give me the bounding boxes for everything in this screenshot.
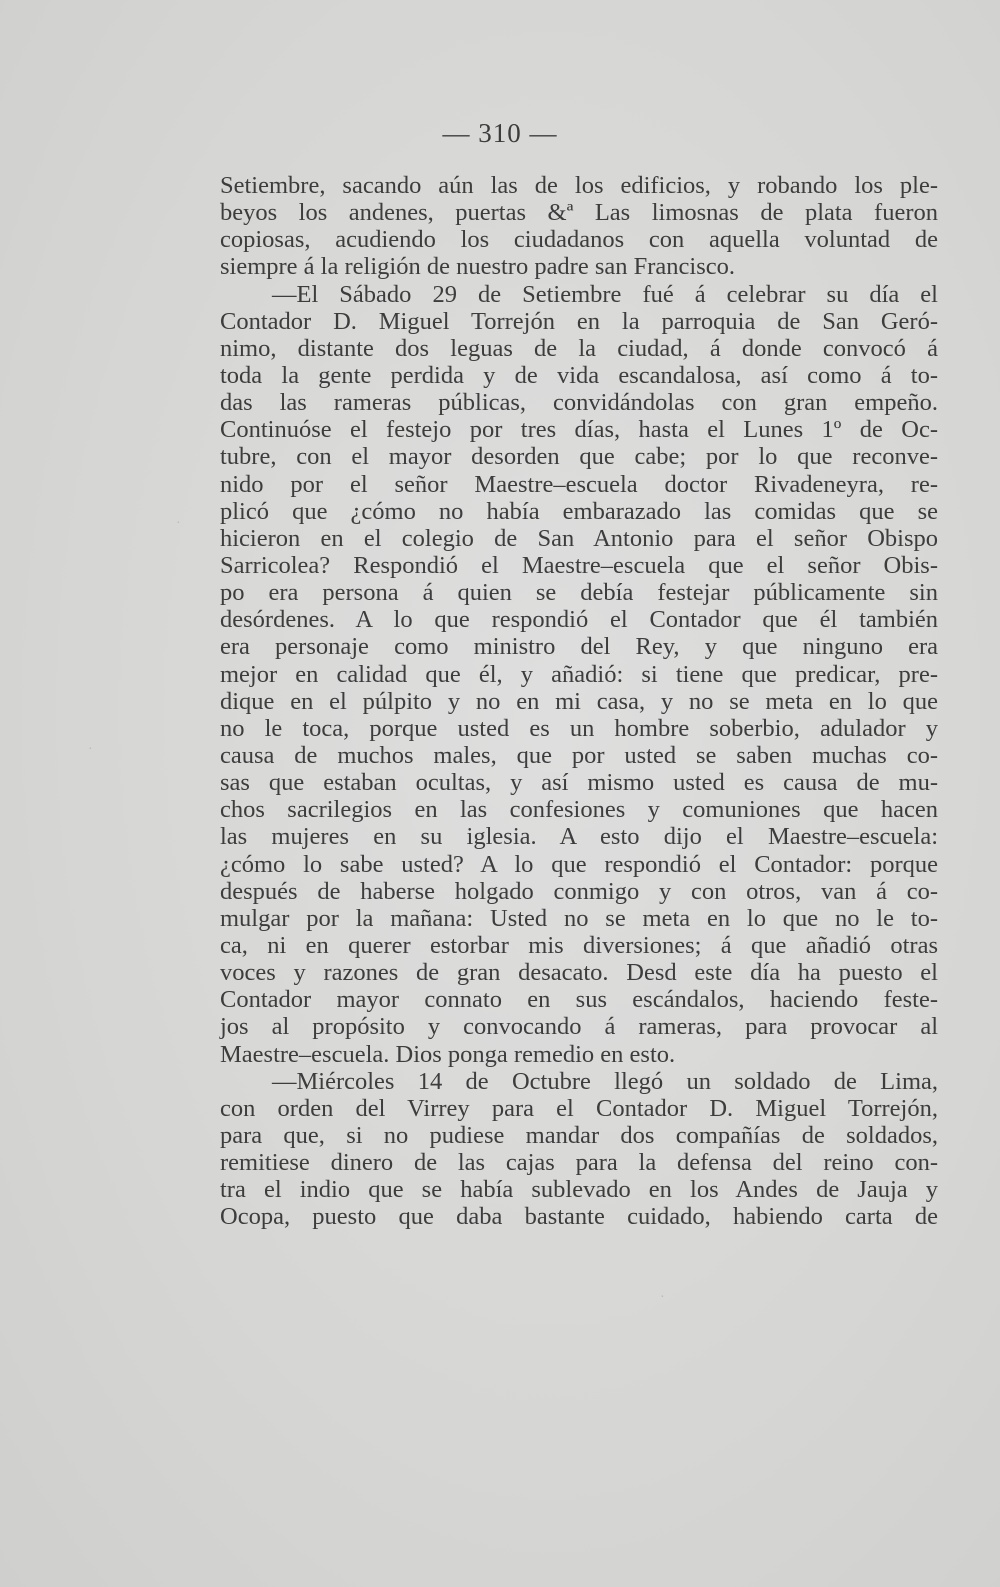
text-line: jos al propósito y convocando á rameras, para provocar al bbox=[220, 1013, 938, 1041]
text-line: nido por el señor Maestre–escuela doctor Rivadeneyra, re- bbox=[220, 470, 938, 498]
text-line: voces y razones de gran desacato. Desd este día ha puesto el bbox=[220, 959, 938, 987]
text-line: con orden del Virrey para el Contador D. Miguel Torrejón, bbox=[220, 1094, 938, 1122]
text-line: tubre, con el mayor desorden que cabe; por lo que reconve- bbox=[220, 443, 938, 471]
text-line: —El Sábado 29 de Setiembre fué á celebrar su día el bbox=[272, 280, 938, 308]
text-line: —Miércoles 14 de Octubre llegó un soldado de Lima, bbox=[272, 1067, 938, 1095]
text-line: plicó que ¿cómo no había embarazado las comidas que se bbox=[220, 497, 938, 525]
text-line: siempre á la religión de nuestro padre san Francisco. bbox=[220, 253, 736, 281]
text-line: para que, si no pudiese mandar dos compañías de soldados, bbox=[220, 1121, 938, 1149]
text-line: Contador D. Miguel Torrejón en la parroquia de San Geró- bbox=[220, 307, 938, 335]
text-line: Setiembre, sacando aún las de los edificios, y robando los ple- bbox=[220, 172, 938, 199]
text-line: dique en el púlpito y no en mi casa, y no se meta en lo que bbox=[220, 687, 938, 715]
text-line: no le toca, porque usted es un hombre soberbio, adulador y bbox=[220, 714, 938, 742]
text-line: das las rameras públicas, convidándolas con gran empeño. bbox=[220, 389, 938, 417]
text-line: era personaje como ministro del Rey, y que ninguno era bbox=[220, 633, 938, 661]
text-line: sas que estaban ocultas, y así mismo usted es causa de mu- bbox=[220, 769, 938, 797]
scan-speck: · bbox=[660, 1290, 665, 1305]
text-line: ca, ni en querer estorbar mis diversiones; á que añadió otras bbox=[220, 931, 938, 959]
scan-speck: · bbox=[88, 742, 93, 757]
text-line: mulgar por la mañana: Usted no se meta en lo que no le to- bbox=[220, 904, 938, 932]
text-line: desórdenes. A lo que respondió el Contador que él también bbox=[220, 606, 938, 634]
text-line: po era persona á quien se debía festejar públicamente sin bbox=[220, 579, 938, 607]
text-line: toda la gente perdida y de vida escandalosa, así como á to- bbox=[220, 361, 938, 389]
text-line: causa de muchos males, que por usted se saben muchas co- bbox=[220, 741, 938, 769]
text-line: tra el indio que se había sublevado en los Andes de Jauja y bbox=[220, 1176, 938, 1204]
text-line: remitiese dinero de las cajas para la defensa del reino con- bbox=[220, 1149, 938, 1177]
text-line: hicieron en el colegio de San Antonio para el señor Obispo bbox=[220, 524, 938, 552]
text-line: nimo, distante dos leguas de la ciudad, á donde convocó á bbox=[220, 334, 938, 362]
page-number: — 310 — bbox=[442, 118, 558, 148]
text-line: copiosas, acudiendo los ciudadanos con aquella voluntad de bbox=[220, 226, 938, 254]
text-line: Maestre–escuela. Dios ponga remedio en esto. bbox=[220, 1040, 676, 1068]
text-line: chos sacrilegios en las confesiones y comuniones que hacen bbox=[220, 796, 938, 824]
text-line: ¿cómo lo sabe usted? A lo que respondió el Contador: porque bbox=[220, 850, 938, 878]
body-text bbox=[220, 172, 938, 1230]
text-line: las mujeres en su iglesia. A esto dijo el Maestre–escuela: bbox=[220, 823, 938, 851]
scan-speck: · bbox=[176, 516, 181, 531]
text-line: Sarricolea? Respondió el Maestre–escuela que el señor Obis- bbox=[220, 551, 938, 579]
text-line: Contador mayor connato en sus escándalos, haciendo feste- bbox=[220, 986, 938, 1014]
text-line: beyos los andenes, puertas &ª Las limosnas de plata fueron bbox=[220, 199, 938, 227]
text-line: Continuóse el festejo por tres días, hasta el Lunes 1º de Oc- bbox=[220, 416, 938, 444]
text-line: Ocopa, puesto que daba bastante cuidado, habiendo carta de bbox=[220, 1203, 938, 1231]
text-line: mejor en calidad que él, y añadió: si tiene que predicar, pre- bbox=[220, 660, 938, 688]
text-line: después de haberse holgado conmigo y con otros, van á co- bbox=[220, 877, 938, 905]
